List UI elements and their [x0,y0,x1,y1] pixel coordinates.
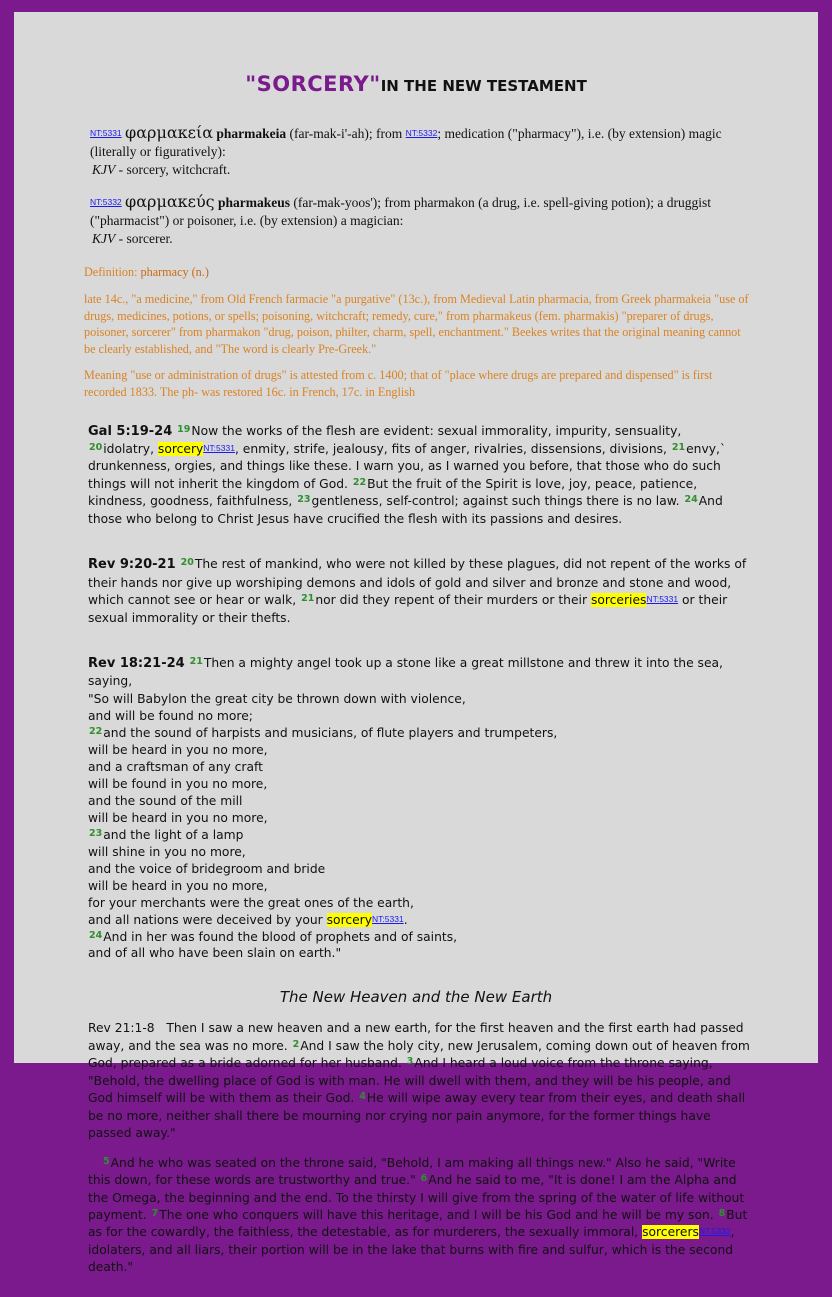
verse-number: 7 [151,1207,159,1219]
verse-number: 3 [406,1056,414,1068]
poetry-line: will be heard in you no more, [88,742,268,757]
passage-gal-5-19-24 [82,423,750,529]
poetry-line-text: . [403,912,408,927]
poetry-line-text: and all nations were deceived by your [88,912,323,927]
verse-number: 20 [180,557,194,569]
strongs-cross-ref-link[interactable]: NT:5332 [405,128,438,138]
verse-number: 24 [89,929,103,941]
strongs-number-link[interactable]: NT:5331 [90,128,122,138]
verse-number: 23 [297,494,311,506]
poetry-line: and a craftsman of any craft [88,759,263,774]
verse-text: idolatry, [103,441,154,456]
page-title [82,72,750,96]
verse-number: 5 [103,1155,110,1167]
kjv-label: KJV [92,162,116,178]
verse-number: 23 [89,827,103,839]
verse-text: And I saw the holy city, new Jerusalem, coming down out of heaven from God, prepared as a bride adorned for her husband. [88,1038,750,1071]
poetry-line-text: and the sound of harpists and musicians, of flute players and trumpeters, [103,725,558,740]
verse-text: , idolaters, and all liars, their portion will be in the lake that burns with fire and sulfur, which is the second death." [88,1225,735,1275]
document-page [14,12,818,1275]
greek-word: φαρμακεύς [125,192,215,212]
passage-rev-9-20-21 [82,556,750,627]
verse-number: 6 [420,1173,428,1185]
highlight-sorcery: sorcery [157,441,204,456]
verse-text: And he said to me, "It is done! I am the Alpha and the Omega, the beginning and the end. To the thirsty I will give from the spring of the water of life without payment. [88,1173,745,1222]
passage-reference: Rev 9:20-21 [88,557,176,573]
etymology-paragraph-1: late 14c., "a medicine," from Old French farmacie "a purgative" (13c.), from Medieval Latin pharmacia, from Greek pharmakeia "use of drugs, medicines, potions, or spells; poisoning, witchcraft; remedy, cure," from pharmakeus (fem. pharmakis) "preparer of drugs, poisoner, sorcerer" from pharmakon "drug, poison, philter, charm, spell, enchantment." Beekes writes that the original meaning cannot be clearly established, and "The word is clearly Pre-Greek." [84,291,749,356]
page-title-main: "SORCERY" [245,72,381,96]
etymology-paragraph-2: Meaning "use or administration of drugs" is attested from c. 1400; that of "place where drugs are prepared and dispensed" is first recorded 1833. The ph- was restored 16c. in French, 17c. in English [84,368,713,399]
poetry-line: will be heard in you no more, [88,878,268,893]
verse-number: 21 [671,441,686,453]
kjv-line [90,161,750,179]
verse-text: Now the works of the flesh are evident: sexual immorality, impurity, sensuality, [191,423,682,438]
verse-text: The rest of mankind, who were not killed by these plagues, did not repent of the works of their hands nor give up worshiping demons and idols of gold and silver and bronze and stone and wood, which cannot see or hear or walk, [88,557,747,608]
verse-text: But as for the cowardly, the faithless, the detestable, as for murderers, the sexually immoral, [88,1207,748,1240]
passage-reference: Rev 21:1-8 [88,1021,155,1036]
passage-rev-18-poetry [82,691,750,963]
greek-word: φαρμακεία [125,123,214,142]
highlight-sorcerers: sorcerers [642,1225,699,1240]
kjv-text: - sorcery, witchcraft. [118,162,231,178]
poetry-line: and the voice of bridegroom and bride [88,861,326,876]
verse-text: And those who belong to Christ Jesus have crucified the flesh with its passions and desires. [88,494,723,526]
verse-number: 20 [89,441,103,453]
verse-number: 4 [359,1091,366,1103]
poetry-line [88,725,750,742]
verse-text: The one who conquers will have this heritage, and I will be his God and he will be my son. [159,1207,714,1222]
strongs-link[interactable]: NT:5332 [698,1226,731,1237]
poetry-line: "So will Babylon the great city be thrown down with violence, [88,691,466,706]
kjv-line [90,230,750,248]
verse-text: or their sexual immorality or their thefts. [88,593,728,625]
verse-text: And I heard a loud voice from the throne saying, "Behold, the dwelling place of God is with man. He will dwell with them, and they will be his people, and God himself will be with them as their God. [88,1056,731,1106]
definition-label: Definition: [84,265,138,280]
definition-text: ; medication ("pharmacy"), i.e. (by extension) magic (literally or figuratively): [90,126,722,160]
verse-text: gentleness, self-control; against such things there is no law. [311,494,680,509]
etymology-heading [84,264,750,281]
poetry-line-text: and the light of a lamp [103,827,244,842]
strongs-entry-5332 [82,191,750,248]
passage-rev-21-1-4 [82,1020,750,1142]
poetry-line: and the sound of the mill [88,793,243,808]
verse-number: 8 [718,1207,726,1219]
passage-reference: Gal 5:19-24 [88,423,173,439]
poetry-line [88,912,750,929]
verse-number: 21 [189,656,203,668]
poetry-line: for your merchants were the great ones of the earth, [88,895,414,910]
strongs-link[interactable]: NT:5331 [203,442,235,453]
verse-number: 2 [292,1038,300,1050]
page-title-sub: IN THE NEW TESTAMENT [380,77,587,95]
transliteration: pharmakeus [218,195,291,211]
strongs-entry-5331 [82,122,750,179]
document-body [14,12,818,1297]
verse-number: 24 [684,494,698,506]
verse-text: He will wipe away every tear from their eyes, and death shall be no more, neither shall there be mourning nor crying nor pain anymore, for the former things have passed away." [88,1091,746,1141]
poetry-line-text: And in her was found the blood of prophets and of saints, [103,929,458,944]
verse-number: 22 [89,725,103,737]
poetry-line [88,827,750,844]
poetry-line [88,929,750,946]
poetry-line: will shine in you no more, [88,844,246,859]
passage-reference: Rev 18:21-24 [88,656,185,672]
section-heading: The New Heaven and the New Earth [279,988,553,1007]
passage-rev-18-21-24 [82,655,750,691]
poetry-line: and of all who have been slain on earth." [88,946,342,961]
verse-text: Then a mighty angel took up a stone like a great millstone and threw it into the sea, saying, [88,656,723,689]
verse-number: 21 [301,593,315,605]
strongs-link[interactable]: NT:5331 [646,594,679,605]
verse-text: But the fruit of the Spirit is love, joy, peace, patience, kindness, goodness, faithfulness, [88,476,698,509]
poetry-line: and will be found no more; [88,708,253,723]
poetry-line: will be found in you no more, [88,776,268,791]
highlight-sorcery: sorcery [326,912,373,927]
passage-rev-21-5-8 [82,1155,750,1277]
verse-text: envy,ˋ drunkenness, orgies, and things like these. I warn you, as I warned you before, that those who do such things will not inherit the kingdom of God. [88,441,727,491]
strongs-number-link[interactable]: NT:5332 [90,197,122,208]
verse-text: , enmity, strife, jealousy, fits of anger, rivalries, dissensions, divisions, [234,441,667,456]
verse-text: Then I saw a new heaven and a new earth, for the first heaven and the first earth had passed away, and the sea was no more. [88,1021,744,1053]
highlight-sorceries: sorceries [590,593,647,608]
definition-word: pharmacy (n.) [140,265,209,280]
kjv-label: KJV [92,231,116,247]
poetry-line: will be heard in you no more, [88,810,268,825]
transliteration: pharmakeia [216,126,287,141]
verse-number: 19 [177,423,191,435]
pronunciation: (far-mak-i'-ah); from [289,126,403,141]
definition-text: (far-mak-yoos'); from pharmakon (a drug, i.e. spell-giving potion); a druggist ("pharmacist") or poisoner, i.e. (by extension) a magician: [90,195,711,229]
strongs-link[interactable]: NT:5331 [372,913,404,924]
kjv-text: - sorcerer. [118,231,173,247]
verse-text: And he who was seated on the throne said, "Behold, I am making all things new." Also he said, "Write this down, for these words are trustworthy and true." [88,1155,736,1188]
etymology-block [82,264,750,400]
verse-number: 22 [352,476,367,488]
verse-text: nor did they repent of their murders or their [315,593,588,608]
